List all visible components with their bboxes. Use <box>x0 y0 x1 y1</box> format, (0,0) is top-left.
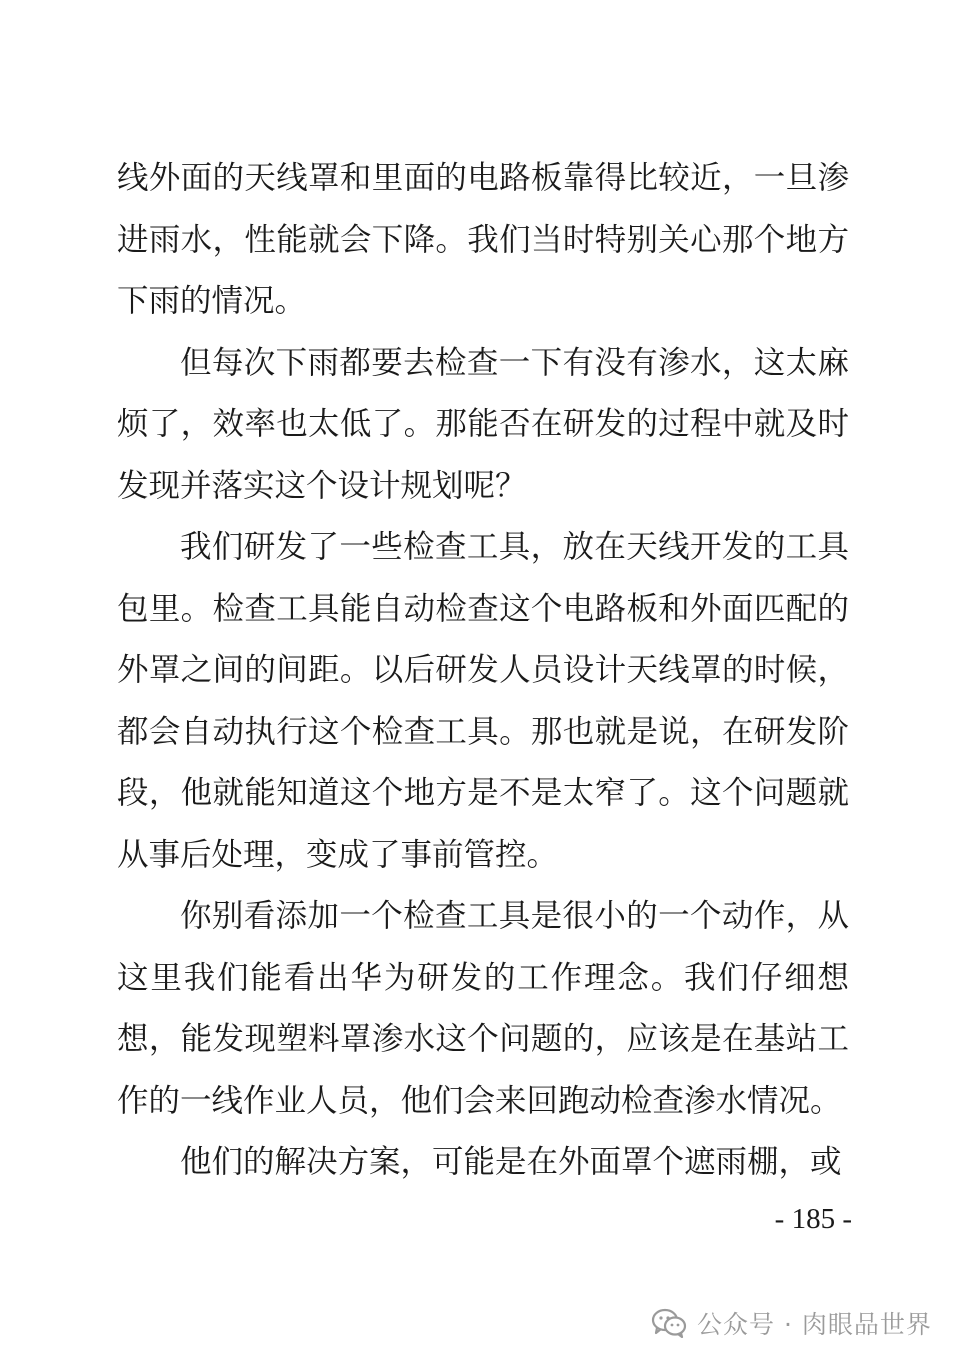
page-number: - 185 - <box>774 1203 852 1235</box>
paragraph: 你别看添加一个检查工具是很小的一个动作，从这里我们能看出华为研发的工作理念。我们仔细想想，能发现塑料罩渗水这个问题的，应该是在基站工作的一线作业人员，他们会来回跑动检查渗水情况。 <box>117 898 849 1119</box>
body-text <box>117 148 849 1194</box>
wechat-icon <box>651 1308 687 1338</box>
paragraph: 但每次下雨都要去检查一下有没有渗水，这太麻烦了，效率也太低了。那能否在研发的过程中就及时发现并落实这个设计规划呢？ <box>117 344 849 504</box>
watermark-footer <box>651 1301 932 1345</box>
paragraph: 我们研发了一些检查工具，放在天线开发的工具包里。检查工具能自动检查这个电路板和外面匹配的外罩之间的间距。以后研发人员设计天线罩的时候，都会自动执行这个检查工具。那也就是说，在研发阶段，他就能知道这个地方是不是太窄了。这个问题就从事后处理，变成了事前管控。 <box>117 529 849 873</box>
paragraph: 线外面的天线罩和里面的电路板靠得比较近，一旦渗进雨水，性能就会下降。我们当时特别关心那个地方下雨的情况。 <box>117 160 849 319</box>
paragraph: 他们的解决方案，可能是在外面罩个遮雨棚，或 <box>180 1144 842 1180</box>
footer-account-text: 公众号 · 肉眼品世界 <box>697 1310 932 1339</box>
